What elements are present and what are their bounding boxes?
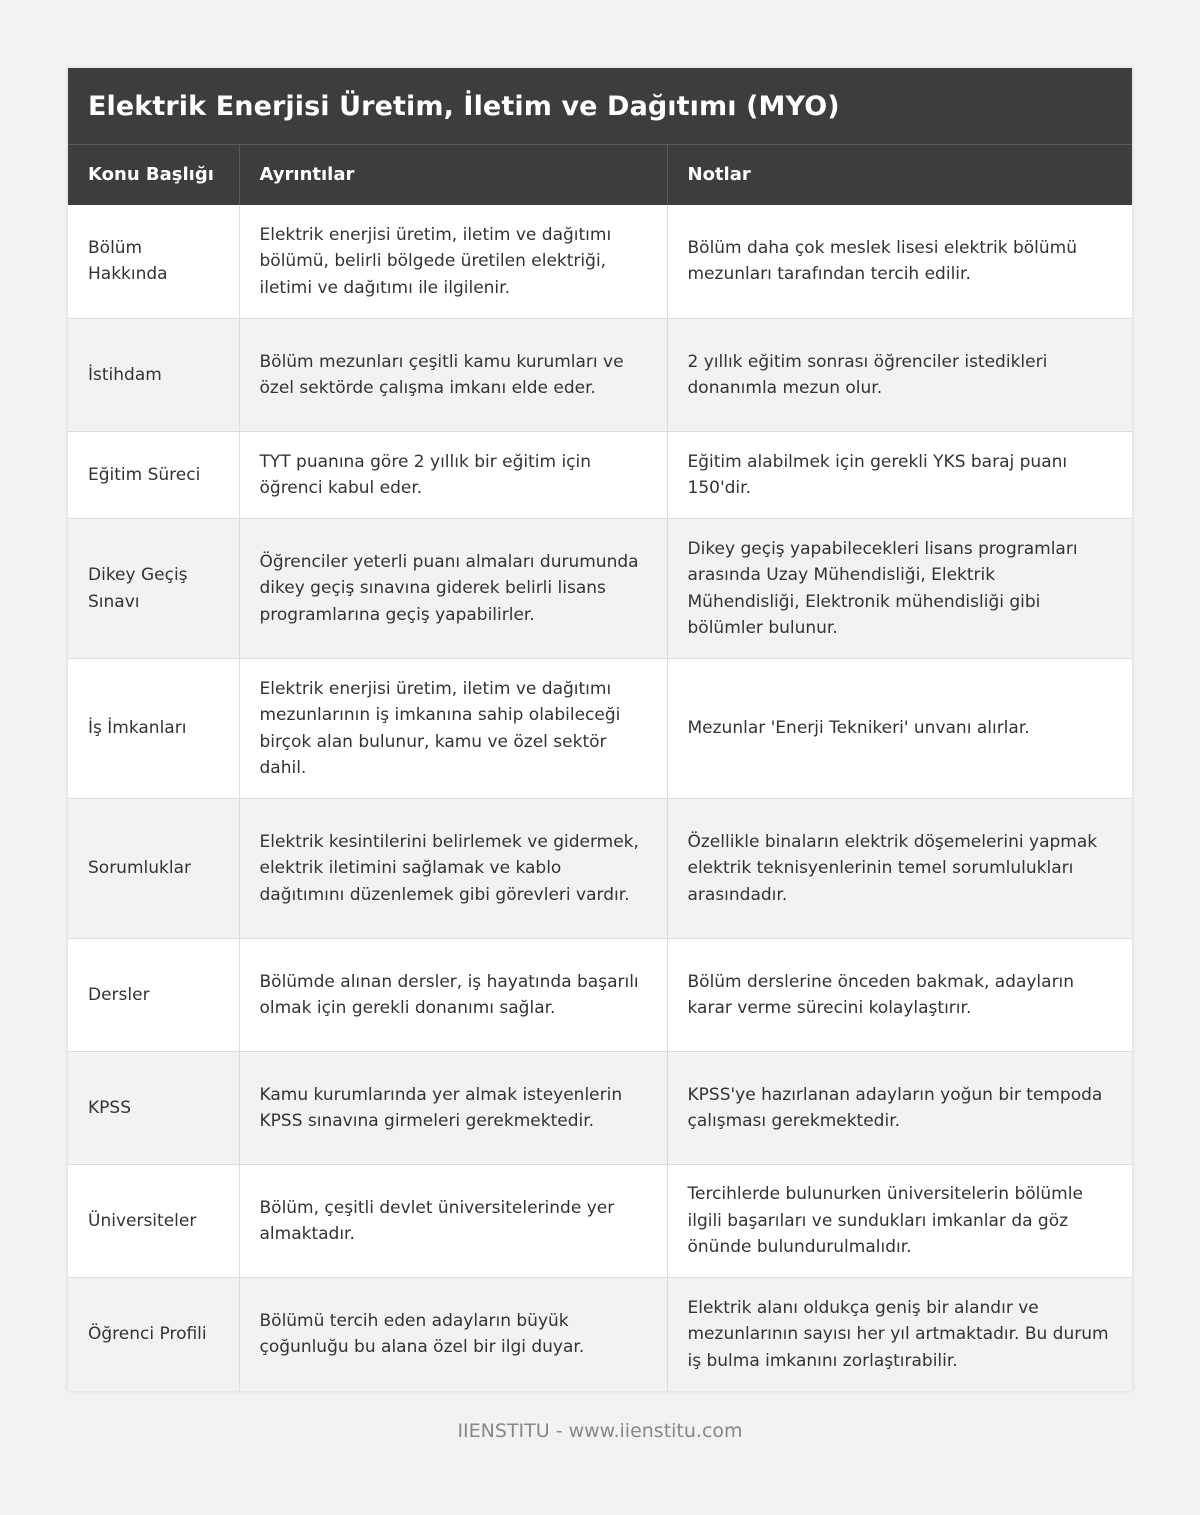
- notes-cell: Bölüm daha çok meslek lisesi elektrik bölümü mezunları tarafından tercih edilir.: [667, 205, 1132, 319]
- footer-credit: IIENSTITU - www.iienstitu.com: [457, 1420, 743, 1442]
- title-bar: [68, 68, 1132, 144]
- topic-cell: Üniversiteler: [68, 1165, 239, 1278]
- details-cell: Bölüm mezunları çeşitli kamu kurumları ve özel sektörde çalışma imkanı elde eder.: [239, 319, 667, 432]
- notes-cell: Mezunlar 'Enerji Teknikeri' unvanı alırlar.: [667, 659, 1132, 799]
- details-cell: Bölüm, çeşitli devlet üniversitelerinde yer almaktadır.: [239, 1165, 667, 1278]
- table-row: [68, 205, 1132, 319]
- table-row: [68, 939, 1132, 1052]
- topic-cell: Bölüm Hakkında: [68, 205, 239, 319]
- notes-cell: Bölüm derslerine önceden bakmak, adayların karar verme sürecini kolaylaştırır.: [667, 939, 1132, 1052]
- column-header-details: Ayrıntılar: [239, 145, 667, 205]
- details-cell: Kamu kurumlarında yer almak isteyenlerin KPSS sınavına girmeleri gerekmektedir.: [239, 1052, 667, 1165]
- info-table: [68, 144, 1132, 1391]
- details-cell: Elektrik enerjisi üretim, iletim ve dağıtımı mezunlarının iş imkanına sahip olabileceği birçok alan bulunur, kamu ve özel sektör dahil.: [239, 659, 667, 799]
- topic-cell: Öğrenci Profili: [68, 1278, 239, 1391]
- notes-cell: Elektrik alanı oldukça geniş bir alandır ve mezunlarının sayısı her yıl artmaktadır. Bu durum iş bulma imkanını zorlaştırabilir.: [667, 1278, 1132, 1391]
- details-cell: Elektrik enerjisi üretim, iletim ve dağıtımı bölümü, belirli bölgede üretilen elektriği, iletimi ve dağıtımı ile ilgilenir.: [239, 205, 667, 319]
- notes-cell: 2 yıllık eğitim sonrası öğrenciler istedikleri donanımla mezun olur.: [667, 319, 1132, 432]
- topic-cell: Sorumluklar: [68, 799, 239, 939]
- topic-cell: KPSS: [68, 1052, 239, 1165]
- details-cell: Elektrik kesintilerini belirlemek ve gidermek, elektrik iletimini sağlamak ve kablo dağıtımını düzenlemek gibi görevleri vardır.: [239, 799, 667, 939]
- column-header-topic: Konu Başlığı: [68, 145, 239, 205]
- details-cell: Bölümde alınan dersler, iş hayatında başarılı olmak için gerekli donanımı sağlar.: [239, 939, 667, 1052]
- page-title: Elektrik Enerjisi Üretim, İletim ve Dağıtımı (MYO): [88, 90, 840, 122]
- table-row: [68, 659, 1132, 799]
- table-row: [68, 519, 1132, 659]
- details-cell: TYT puanına göre 2 yıllık bir eğitim için öğrenci kabul eder.: [239, 432, 667, 519]
- topic-cell: Dersler: [68, 939, 239, 1052]
- topic-cell: İş İmkanları: [68, 659, 239, 799]
- notes-cell: KPSS'ye hazırlanan adayların yoğun bir tempoda çalışması gerekmektedir.: [667, 1052, 1132, 1165]
- topic-cell: Dikey Geçiş Sınavı: [68, 519, 239, 659]
- table-header-row: [68, 145, 1132, 205]
- details-cell: Öğrenciler yeterli puanı almaları durumunda dikey geçiş sınavına giderek belirli lisans programlarına geçiş yapabilirler.: [239, 519, 667, 659]
- table-row: [68, 1278, 1132, 1391]
- topic-cell: İstihdam: [68, 319, 239, 432]
- notes-cell: Özellikle binaların elektrik döşemelerini yapmak elektrik teknisyenlerinin temel sorumlulukları arasındadır.: [667, 799, 1132, 939]
- notes-cell: Eğitim alabilmek için gerekli YKS baraj puanı 150'dir.: [667, 432, 1132, 519]
- column-header-notes: Notlar: [667, 145, 1132, 205]
- topic-cell: Eğitim Süreci: [68, 432, 239, 519]
- table-row: [68, 1052, 1132, 1165]
- table-row: [68, 799, 1132, 939]
- table-row: [68, 432, 1132, 519]
- table-row: [68, 319, 1132, 432]
- table-row: [68, 1165, 1132, 1278]
- details-cell: Bölümü tercih eden adayların büyük çoğunluğu bu alana özel bir ilgi duyar.: [239, 1278, 667, 1391]
- info-card: [68, 68, 1132, 1391]
- notes-cell: Tercihlerde bulunurken üniversitelerin bölümle ilgili başarıları ve sundukları imkanlar da göz önünde bulundurulmalıdır.: [667, 1165, 1132, 1278]
- notes-cell: Dikey geçiş yapabilecekleri lisans programları arasında Uzay Mühendisliği, Elektrik Mühendisliği, Elektronik mühendisliği gibi bölümler bulunur.: [667, 519, 1132, 659]
